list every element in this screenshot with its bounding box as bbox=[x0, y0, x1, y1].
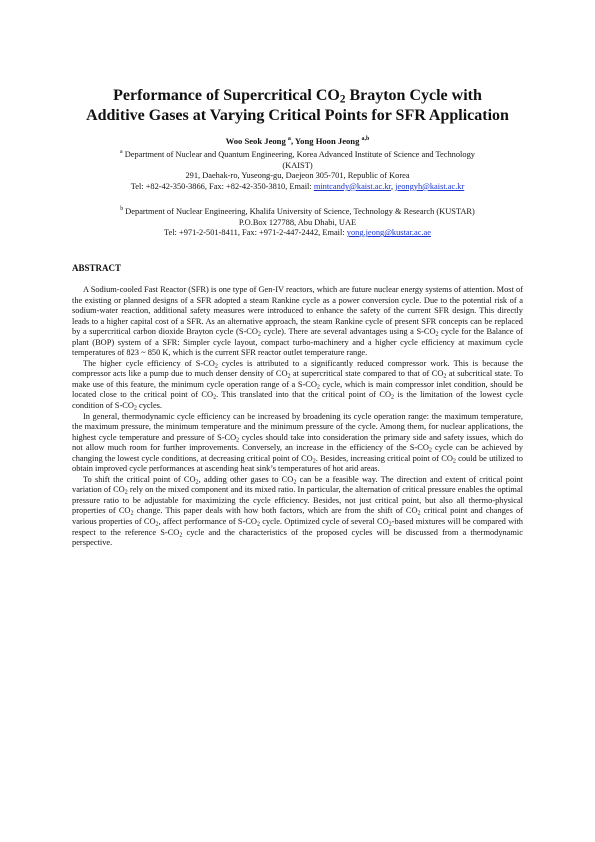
author-line: Woo Seok Jeong $^a$, Yong Hoon Jeong $^{a,b}$ bbox=[225, 136, 370, 146]
abstract-paragraph-4: To shift the critical point of $CO_2$, adding other gases to $CO_2$ can be a feasible way. The direction and extent of critical point variation of $CO_2$ rely on the mixed component and its mixed ratio. In particular, the alternation of critical pressure enables the optimal pressure ratio to be adjustable for maximizing the cycle efficiency. Besides, not just critical point, but also all thermo-physical properties of $CO_2$ change. This paper deals with how both factors, which are from the shift of $CO_2$ critical point and changes of various properties of $CO_2$, affect performance of $S-CO_2$ cycle. Optimized cycle of several $CO_2$-based mixtures will be compared with respect to the reference $S-CO_2$ cycle and the characteristics of the proposed cycles will be discussed from a thermodynamic perspective. bbox=[72, 474, 523, 548]
abstract-paragraph-2: The higher cycle efficiency of $S-CO_2$ cycles is attributed to a significantly reduced compressor work. This is because the compressor acts like a pump due to much denser density of $CO_2$ at supercritical state compared to that of $CO_2$ at subcritical state. To make use of this feature, the minimum cycle operation range of a $S-CO_2$ cycle, which is main compressor inlet condition, should be located close to the critical point of $CO_2$. This translated into that the critical point of $CO_2$ is the limitation of the lowest cycle condition of $S-CO_2$ cycles. bbox=[72, 358, 524, 412]
abstract-body bbox=[72, 285, 523, 549]
affiliation-a-contact bbox=[60, 182, 535, 193]
abstract-paragraph-1: A Sodium-cooled Fast Reactor (SFR) is one type of Gen-IV reactors, which are future nuclear energy systems of attention. Most of the existing or planned designs of a SFR adopted a steam Rankine cycle as a power conversion cycle. Due to the potential risk of a sodium-water reaction, additional safety measures were introduced to enhance the safety of the current SFR design. This directly leads to a higher capital cost of a SFR. As an alternative approach, the steam Rankine cycle of present SFR concepts can be replaced by a supercritical carbon dioxide Brayton cycle ($S-CO_2$ cycle). There are several advantages using a $S-CO_2$ cycle for the Balance of plant (BOP) system of a SFR: Simpler cycle layout, compact turbo-machinery and a higher cycle efficiency at maximum cycle temperatures of 823 ~ 850 K, which is the current SFR reactor outlet temperature range. bbox=[72, 285, 524, 358]
affiliation-a-address: 291, Daehak-ro, Yuseong-gu, Daejeon 305-701, Republic of Korea bbox=[185, 171, 410, 181]
affiliation-a-marker: a bbox=[120, 149, 123, 156]
abstract-heading: ABSTRACT bbox=[72, 263, 122, 273]
email-link-yong-jeong[interactable]: yong.jeong@kustar.ac.ae bbox=[346, 228, 431, 238]
affiliation-b-marker: b bbox=[120, 206, 124, 213]
affiliation-b-dept-line bbox=[60, 207, 535, 218]
affiliation-a bbox=[60, 150, 535, 192]
affiliation-a-tel-fax: Tel: +82-42-350-3866, Fax: +82-42-350-3810, Email: bbox=[130, 181, 314, 191]
email-separator: , bbox=[390, 181, 396, 191]
abstract-paragraph-3: In general, thermodynamic cycle efficiency can be increased by broadening its cycle operation range: the maximum temperature, the maximum pressure, the minimum temperature and the minimum pressure of the cycle. Among them, for nuclear applications, the highest cycle temperature and pressure of $S-CO_2$ cycles should take into consideration the primary side and safety issues, which do not allow much room for further improvements. Conversely, an increase in the efficiency of the $S-CO_2$ cycle can be achieved by changing the lowest cycle conditions, at decreasing critical point of $CO_2$. Besides, increasing critical point of $CO_2$ could be utilized to obtain improved cycle performances at ascending heat sink’s temperatures of hot arid areas. bbox=[72, 411, 524, 474]
affiliation-b bbox=[60, 207, 535, 239]
affiliation-b-dept: Department of Nuclear Engineering, Khalifa University of Science, Technology & Research (KUSTAR) bbox=[125, 207, 475, 216]
affiliation-b-contact bbox=[60, 228, 535, 239]
email-link-jeongyh[interactable]: jeongyh@kaist.ac.kr bbox=[395, 181, 465, 191]
affiliation-a-dept-line bbox=[60, 150, 535, 161]
affiliation-a-abbrev: (KAIST) bbox=[282, 160, 313, 170]
affiliation-a-dept: Department of Nuclear and Quantum Engineering, Korea Advanced Institute of Science and Technology bbox=[124, 150, 475, 159]
email-link-mintcandy[interactable]: mintcandy@kaist.ac.kr bbox=[313, 181, 391, 191]
affiliation-b-address: P.O.Box 127788, Abu Dhabi, UAE bbox=[238, 217, 357, 227]
paper-title: Performance of Supercritical $CO_2$ Brayton Cycle with Additive Gases at Varying Critical Points for SFR Application bbox=[86, 87, 509, 124]
affiliation-b-tel-fax: Tel: +971-2-501-8411, Fax: +971-2-447-2442, Email: bbox=[163, 228, 347, 238]
